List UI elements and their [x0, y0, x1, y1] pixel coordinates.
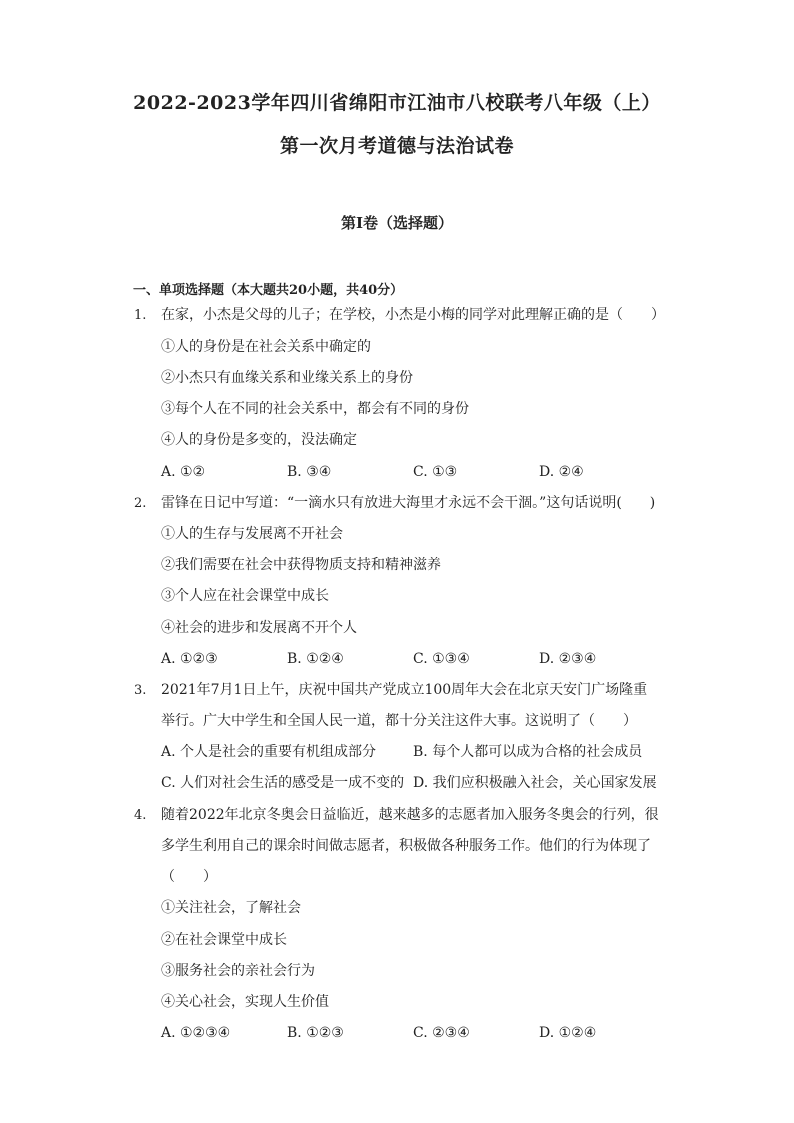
statement: ③每个人在不同的社会关系中，都会有不同的身份 — [161, 401, 469, 417]
question-stem: 多学生利用自己的课余时间做志愿者，积极做各种服务工作。他们的行为体现了 — [161, 838, 651, 854]
option-a[interactable]: A. 个人是社会的重要有机组成部分 — [161, 744, 377, 760]
section-heading: 一、单项选择题（本大题共20小题，共40分） — [133, 283, 404, 298]
question-stem: 举行。广大中学生和全国人民一道，都十分关注这件大事。这说明了（ ） — [161, 713, 637, 729]
statement: ④人的身份是多变的，没法确定 — [161, 432, 357, 448]
option-c[interactable]: C. ①③④ — [413, 651, 470, 667]
option-d[interactable]: D. 我们应积极融入社会，关心国家发展 — [413, 775, 657, 791]
option-b[interactable]: B. ①②③ — [287, 1025, 344, 1041]
question-stem: 雷锋在日记中写道：“一滴水只有放进大海里才永远不会干涸。”这句话说明( ) — [161, 495, 656, 511]
option-a[interactable]: A. ①② — [161, 464, 206, 480]
question-stem: 2021年7月1日上午，庆祝中国共产党成立100周年大会在北京天安门广场隆重 — [161, 682, 648, 698]
statement: ③服务社会的亲社会行为 — [161, 963, 315, 979]
statement: ④社会的进步和发展离不开个人 — [161, 620, 357, 636]
option-a[interactable]: A. ①②③④ — [161, 1025, 231, 1041]
question-number: 2. — [134, 496, 147, 511]
statement: ①关注社会，了解社会 — [161, 900, 301, 916]
option-a[interactable]: A. ①②③ — [161, 651, 218, 667]
statement: ②我们需要在社会中获得物质支持和精神滋养 — [161, 557, 441, 573]
option-b[interactable]: B. 每个人都可以成为合格的社会成员 — [413, 744, 643, 760]
statement: ②在社会课堂中成长 — [161, 932, 287, 948]
statement: ①人的生存与发展离不开社会 — [161, 526, 343, 542]
statement: ③个人应在社会课堂中成长 — [161, 588, 329, 604]
exam-title-line2: 第一次月考道德与法治试卷 — [279, 135, 514, 157]
question-number: 3. — [134, 683, 147, 698]
question-stem: 随着2022年北京冬奥会日益临近，越来越多的志愿者加入服务冬奥会的行列，很 — [161, 807, 659, 823]
question-stem: （ ） — [161, 869, 217, 885]
question-stem: 在家，小杰是父母的儿子；在学校，小杰是小梅的同学对此理解正确的是（ ） — [161, 307, 665, 323]
statement: ①人的身份是在社会关系中确定的 — [161, 339, 371, 355]
option-c[interactable]: C. ②③④ — [413, 1025, 470, 1041]
option-d[interactable]: D. ②④ — [539, 464, 584, 480]
option-d[interactable]: D. ②③④ — [539, 651, 597, 667]
option-c[interactable]: C. 人们对社会生活的感受是一成不变的 — [161, 775, 405, 791]
option-b[interactable]: B. ③④ — [287, 464, 332, 480]
statement: ④关心社会，实现人生价值 — [161, 994, 329, 1010]
exam-title-line1: 2022-2023学年四川省绵阳市江油市八校联考八年级（上） — [133, 92, 661, 114]
option-b[interactable]: B. ①②④ — [287, 651, 344, 667]
question-number: 1. — [134, 308, 147, 323]
question-number: 4. — [134, 808, 147, 823]
option-c[interactable]: C. ①③ — [413, 464, 458, 480]
option-d[interactable]: D. ①②④ — [539, 1025, 597, 1041]
volume-heading: 第I卷（选择题） — [340, 214, 454, 232]
statement: ②小杰只有血缘关系和业缘关系上的身份 — [161, 370, 413, 386]
